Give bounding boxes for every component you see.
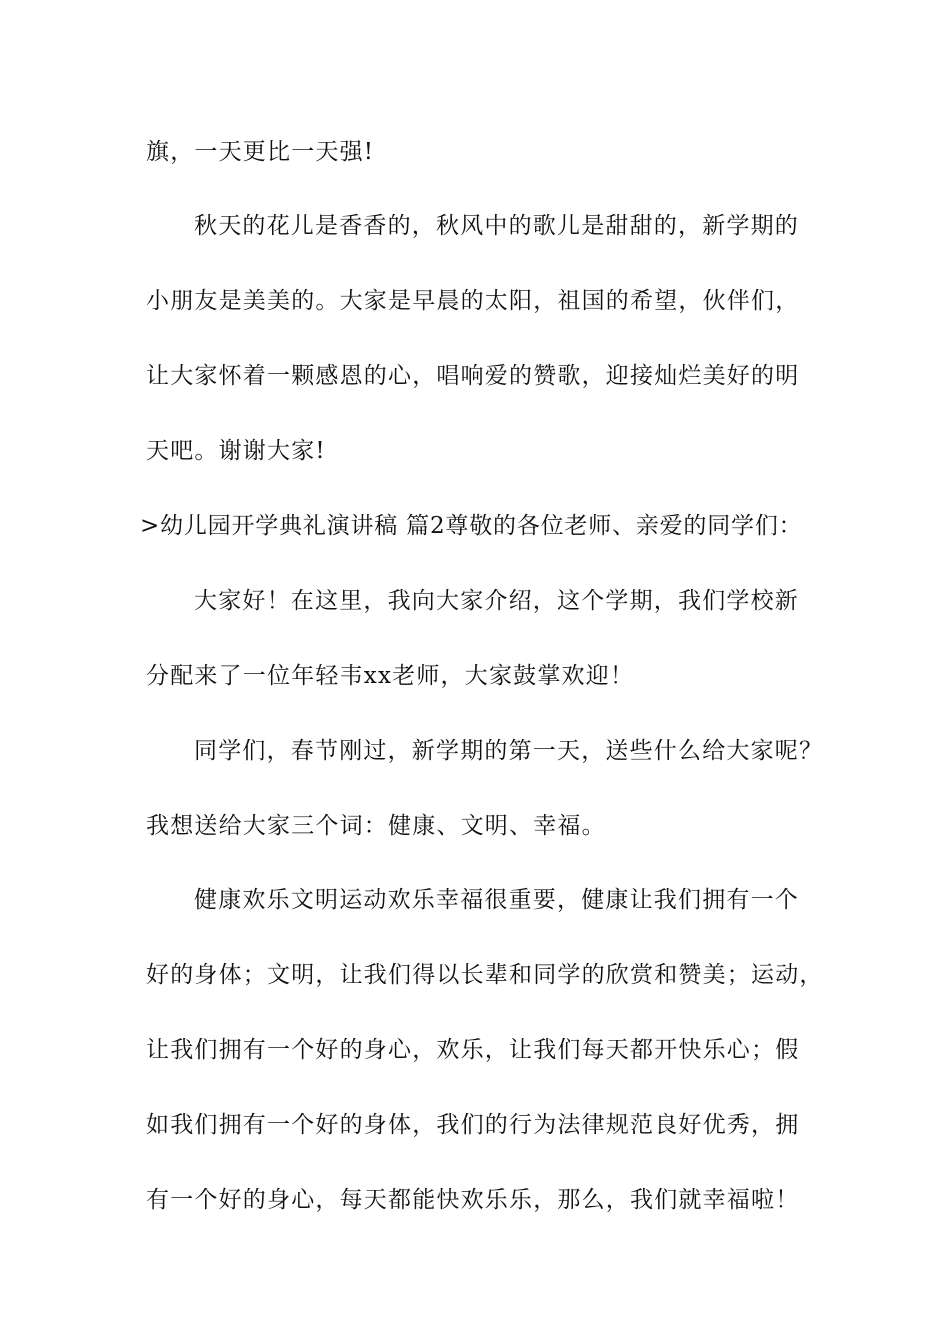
paragraph-start-line: 秋天的花儿是香香的，秋风中的歌儿是甜甜的，新学期的 [194,213,799,239]
paragraph-start-line: 健康欢乐文明运动欢乐幸福很重要，健康让我们拥有一个 [194,887,799,913]
section-heading: >幼儿园开学典礼演讲稿 篇2尊敬的各位老师、亲爱的同学们： [140,513,803,539]
text-line: 我想送给大家三个词：健康、文明、幸福。 [146,813,606,839]
text-line: 天吧。谢谢大家! [146,438,326,464]
text-line: 有一个好的身心，每天都能快欢乐乐，那么，我们就幸福啦！ [146,1187,800,1213]
text-line: 好的身体；文明，让我们得以长辈和同学的欣赏和赞美；运动， [146,962,824,988]
text-line: 旗，一天更比一天强! [146,139,375,165]
text-line: 小朋友是美美的。大家是早晨的太阳，祖国的希望，伙伴们， [146,288,800,314]
text-line: 让大家怀着一颗感恩的心，唱响爱的赞歌，迎接灿烂美好的明 [146,363,800,389]
text-line: 让我们拥有一个好的身心，欢乐，让我们每天都开快乐心；假 [146,1037,800,1063]
text-line: 分配来了一位年轻韦xx老师，大家鼓掌欢迎！ [146,663,635,689]
paragraph-start-line: 同学们，春节刚过，新学期的第一天，送些什么给大家呢？ [194,738,824,764]
paragraph-start-line: 大家好！在这里，我向大家介绍，这个学期，我们学校新 [194,588,799,614]
text-line: 如我们拥有一个好的身体，我们的行为法律规范良好优秀，拥 [146,1112,800,1138]
